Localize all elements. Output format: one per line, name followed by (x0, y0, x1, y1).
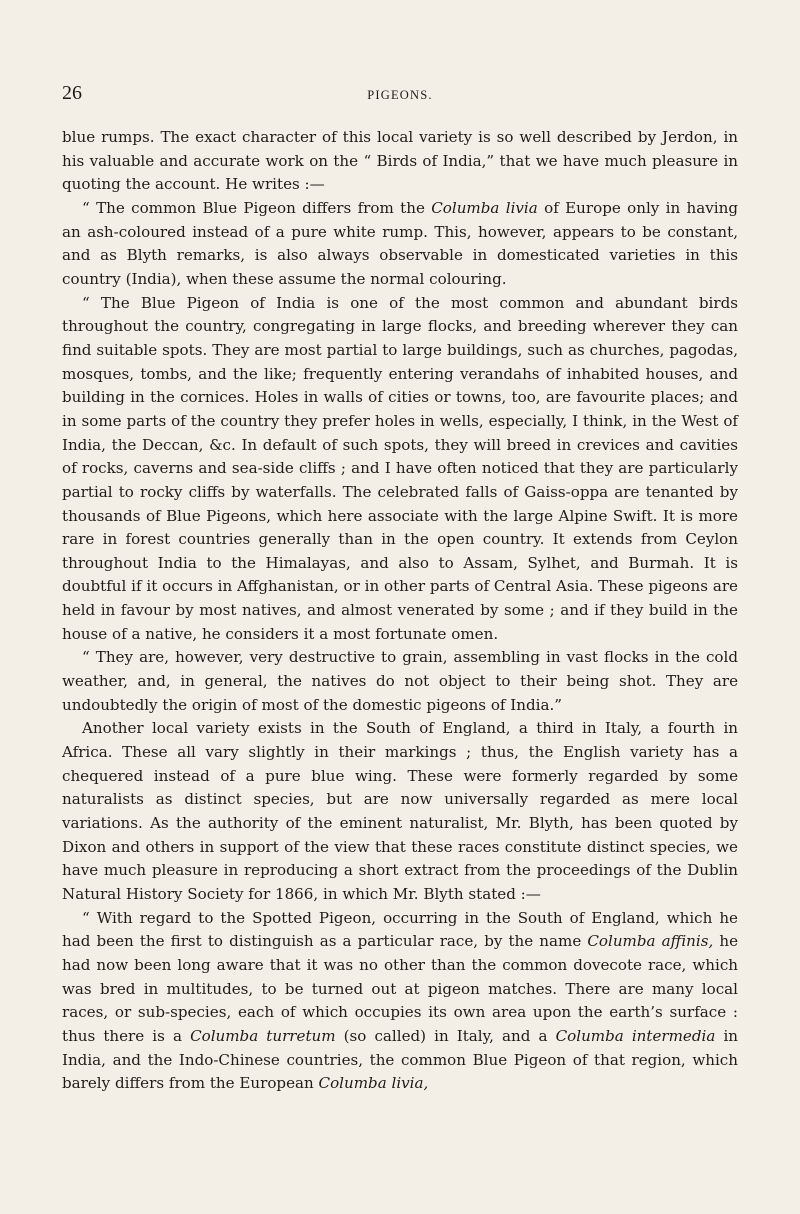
paragraph (62, 907, 738, 1096)
page-number: 26 (62, 82, 82, 104)
italic-species-name: Columba livia (431, 198, 538, 217)
paragraph (62, 717, 738, 906)
running-head: PIGEONS. (367, 88, 433, 102)
italic-species-name: Columba intermedia (555, 1026, 716, 1045)
page-header (62, 82, 738, 108)
text-run: Another local variety exists in the South of England, a third in Italy, a fourth in Africa. These all vary slightly in their markings ; thus, the English variety has a chequered instead of a pure blue wing. These were formerly regarded by some naturalists as distinct species, but are now universally regarded as mere local variations. As the authority of the eminent naturalist, Mr. Blyth, has been quoted by Dixon and others in support of the view that these races constitute distinct species, we have much pleasure in reproducing a short extract from the proceedings of the Dublin Natural History Society for 1866, in which Mr. Blyth stated :— (62, 719, 738, 903)
paragraph (62, 292, 738, 647)
text-run: of Europe only in having an ash-coloured instead of a pure white rump. This, however, appears to be constant, and as Blyth remarks, is also always observable in domesticated varieties in this country (India), when these assume the normal colouring. (62, 198, 739, 288)
paragraph (62, 197, 738, 292)
body-text (62, 126, 738, 1096)
text-run: “ The common Blue Pigeon differs from the (82, 198, 432, 217)
text-run: he had now been long aware that it was no other than the common dovecote race, which was bred in multitudes, to be turned out at pigeon matches. There are many local races, or sub-species, each of which occupies its own area upon the earth’s surface : thus there is a (62, 932, 738, 1045)
italic-species-name: Columba livia, (318, 1074, 429, 1093)
italic-species-name: Columba affinis, (587, 932, 714, 951)
text-run: blue rumps. The exact character of this local variety is so well described by Jerdon, in his valuable and accurate work on the “ Birds of India,” that we have much pleasure in quoting the account. He writes :— (62, 128, 738, 194)
text-run: “ With regard to the Spotted Pigeon, occurring in the South of England, which he had been the first to distinguish as a particular race, by the name (62, 908, 738, 951)
paragraph (62, 126, 738, 197)
text-run: (so called) in Italy, and a (335, 1026, 556, 1045)
paragraph (62, 646, 738, 717)
text-run: “ They are, however, very destructive to grain, assembling in vast flocks in the cold weather, and, in general, the natives do not object to their being shot. They are undoubtedly the origin of most of the domestic pigeons of India.” (62, 648, 738, 714)
italic-species-name: Columba turretum (190, 1026, 336, 1045)
text-run: “ The Blue Pigeon of India is one of the most common and abundant birds throughout the country, congregating in large flocks, and breeding wherever they can find suitable spots. They are most partial to large buildings, such as churches, pagodas, mosques, tombs, and the like; frequently entering verandahs of inhabited houses, and building in the cornices. Holes in walls of cities or towns, too, are favourite places; and in some parts of the country they prefer holes in wells, especially, I think, in the West of India, the Deccan, &c. In default of such spots, they will breed in crevices and cavities of rocks, caverns and sea-side cliffs ; and I have often noticed that they are particularly partial to rocky cliffs by waterfalls. The celebrated falls of Gaiss-oppa are tenanted by thousands of Blue Pigeons, which here associate with the large Alpine Swift. It is more rare in forest countries generally than in the open country. It extends from Ceylon throughout India to the Himalayas, and also to Assam, Sylhet, and Burmah. It is doubtful if it occurs in Affghanistan, or in other parts of Central Asia. These pigeons are held in favour by most natives, and almost venerated by some ; and if they build in the house of a native, he considers it a most fortunate omen. (62, 293, 738, 643)
text-run: in India, and the Indo-Chinese countries, the common Blue Pigeon of that region, which barely differs from the European (62, 1026, 738, 1093)
